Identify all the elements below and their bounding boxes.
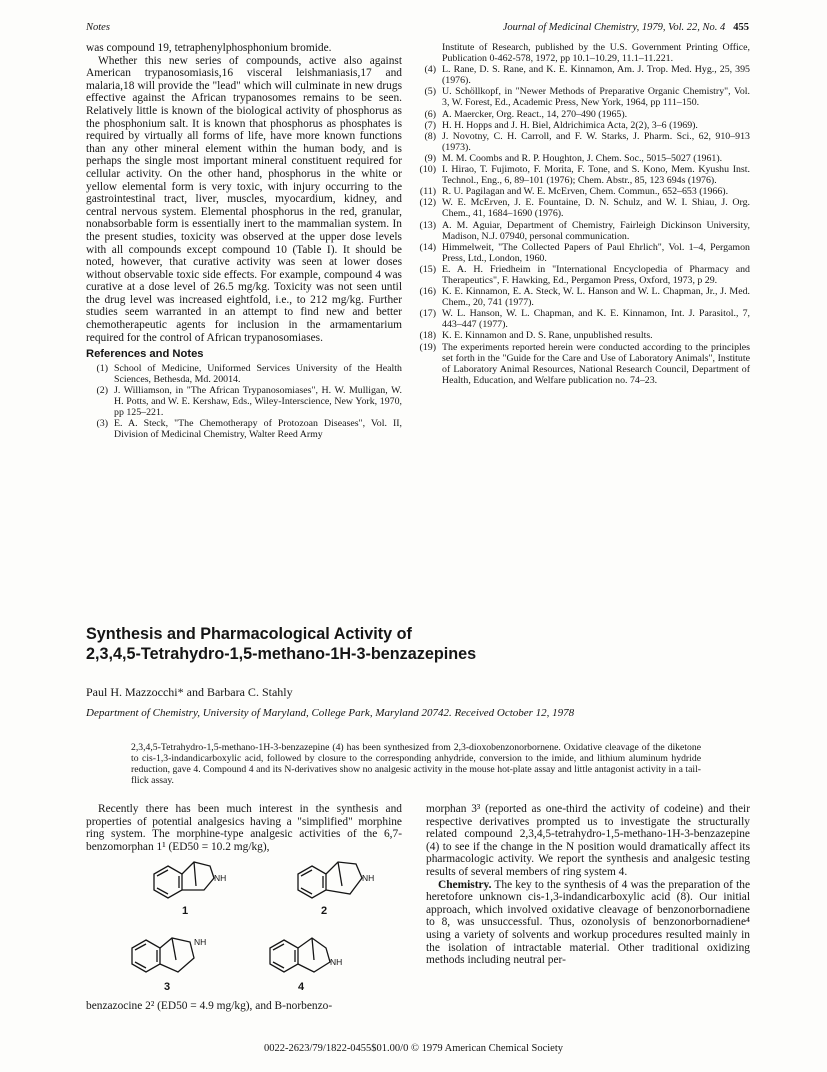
bottom-right-column [426,803,750,967]
reference-item: (17) W. L. Hanson, W. L. Chapman, and K. E. Kinnamon, Int. J. Parasitol., 7, 443–447 (1977). [419,308,750,331]
structure-2-atom: NH [362,873,375,883]
reference-item: (5) U. Schöllkopf, in "Newer Methods of Preparative Organic Chemistry", Vol. 3, W. Forest, Ed., Academic Press, New York, 1964, pp 111–150. [424,86,750,109]
structure-2-drawing [298,862,362,898]
page-number: 455 [733,22,749,33]
intro-paragraph: Recently there has been much interest in the synthesis and properties of potential analgesics having a "simplified" morphine ring system. The morphine-type analgesic activities of the 6,7-benzomorphan 1¹ (ED50 = 10.2 mg/kg), [86,803,402,853]
structure-4-atom: NH [330,957,343,967]
reference-list-left [86,363,402,441]
structure-1-drawing [154,862,214,898]
body-paragraph: was compound 19, tetraphenylphosphonium bromide. [86,42,332,54]
article-title-line: 2,3,4,5-Tetrahydro-1,5-methano-1H-3-benzazepines [86,645,477,663]
top-left-column [86,42,402,441]
body-paragraph: Whether this new series of compounds, active also against American trypanosomiasis,16 visceral leishmaniasis,17 and malaria,18 will provide the "lead" which will culminate in new drugs effective against the African trypanosomes remains to be seen. Relatively little is known of the biological activity of phosphorus as the phosphonium salt. It is known that phosphorus as phosphates is required by virtually all forms of life, have more known functions than any other mineral element within the human body, and is perhaps the single most important mineral constituent required for cellular activity. On the other hand, phosphorus in the white or yellow elemental form is very toxic, with injury occurring to the gastrointestinal tract, liver, muscles, myocardium, kidney, and central nervous system. Elemental phosphorus in the red, granular, nonabsorbable form is essentially inert to the mammalian system. In the present studies, toxicity was observed at the upper dose levels with all compounds except compound 10 (Table I). It should be noted, however, that curative activity was seen at lower doses without observable toxic side effects. For example, compound 4 was curative at a dose level of 26.5 mg/kg. Toxicity was not seen until the drug level was increased eightfold, i.e., to 212 mg/kg. Further studies seem warranted in an attempt to find new and better chemotherapeutic agents for inclusion in the armamentarium required for the control of African trypanosomiases. [86,54,402,344]
article-title [86,624,746,664]
journal-citation: Journal of Medicinal Chemistry, 1979, Vol. 22, No. 4 [502,22,726,33]
chemistry-paragraph: Chemistry. The key to the synthesis of 4 was the preparation of the heretofore unknown cis-1,3-indandicarboxylic acid (8). Our initial approach, which involved oxidative cleavage of benzonorbornadiene to 8, was unsuccessful. Thus, ozonolysis of benzonorbornadiene⁴ using a variety of solvents and workup procedures resulted mainly in the isolation of intractable material. Other traditional oxidizing methods including neutral per- [426,878,750,967]
abstract: 2,3,4,5-Tetrahydro-1,5-methano-1H-3-benzazepine (4) has been synthesized from 2,3-dioxobenzonorbornene. Oxidative cleavage of the diketone to cis-1,3-indandicarboxylic acid, followed by closure to the corresponding anhydride, conversion to the imide, and lithium aluminum hydride reduction, gave 4. Compound 4 and its N-derivatives show no analgesic activity in the mouse hot-plate assay and little antagonist activity in a tail-flick assay. [131,742,701,786]
body-paragraph: morphan 3³ (reported as one-third the activity of codeine) and their respective derivatives prompted us to investigate the structurally related compound 2,3,4,5-tetrahydro-1,5-methano-1H-3-benzazepine (4) to see if the change in the N position would dramatically affect its pharmacologic activity. We report the synthesis and analgesic testing results of several members of ring system 4. [426,803,750,878]
reference-item: (13) A. M. Aguiar, Department of Chemistry, Fairleigh Dickinson University, Madison, N.J. 07940, personal communication. [419,219,750,242]
reference-item: (19) The experiments reported herein were conducted according to the principles set forth in the "Guide for the Care and Use of Laboratory Animals", Institute of Laboratory Animal Resources, National Research Council, Department of Health, Education, and Welfare publication no. 74–23. [419,341,750,386]
reference-item: (6) A. Maercker, Org. React., 14, 270–490 (1965). [424,108,628,120]
reference-item: (7) H. H. Hopps and J. H. Biel, Aldrichimica Acta, 2(2), 3–6 (1969). [424,119,698,131]
chemical-structures-figure [86,848,402,998]
section-heading-chemistry: Chemistry. [438,878,492,891]
reference-item: (4) L. Rane, D. S. Rane, and K. E. Kinnamon, Am. J. Trop. Med. Hyg., 25, 395 (1976). [424,64,750,87]
reference-item: (1) School of Medicine, Uniformed Services University of the Health Sciences, Bethesda, Md. 20014. [96,362,402,385]
structure-3-drawing [132,938,194,972]
reference-item: (15) E. A. H. Friedheim in "International Encyclopedia of Pharmacy and Therapeutics", F. Hawking, Ed., Pergamon Press, Oxford, 1973, p 29. [419,263,750,286]
copyright-footer: 0022-2623/79/1822-0455$01.00/0 © 1979 American Chemical Society [263,1043,564,1054]
article-title-line: Synthesis and Pharmacological Activity of [86,625,412,643]
running-header-section: Notes [86,22,110,33]
reference-item: Institute of Research, published by the U.S. Government Printing Office, Publication 0-462-578, 1972, pp 10.1–10.29, 11.1–11.221. [442,42,750,65]
structure-4-label: 4 [298,981,305,993]
structure-4-drawing [270,938,330,972]
reference-item: (10) I. Hirao, T. Fujimoto, F. Morita, F. Tone, and S. Kono, Mem. Kyushu Inst. Technol., Eng., 6, 89–101 (1976); Chem. Abstr., 85, 123 694s (1976). [419,164,750,187]
reference-item: (2) J. Williamson, in "The African Trypanosomiases", H. W. Mulligan, W. H. Potts, and W. E. Kershaw, Eds., Wiley-Interscience, New York, 1970, pp 125–221. [96,385,402,419]
authors: Paul H. Mazzocchi* and Barbara C. Stahly [86,685,293,699]
structure-3-label: 3 [164,981,171,993]
reference-item: (9) M. M. Coombs and R. P. Houghton, J. Chem. Soc., 5015–5027 (1961). [424,152,723,164]
reference-item: (18) K. E. Kinnamon and D. S. Rane, unpublished results. [419,330,653,342]
structure-3-atom: NH [194,937,207,947]
reference-item: (16) K. E. Kinnamon, E. A. Steck, W. L. Hanson and W. L. Chapman, Jr., J. Med. Chem., 20, 741 (1977). [419,286,750,309]
structure-1-atom: NH [214,873,227,883]
affiliation: Department of Chemistry, University of Maryland, College Park, Maryland 20742. Received October 12, 1978 [86,707,575,719]
reference-list-right [414,42,750,386]
structure-2-label: 2 [321,905,328,917]
references-heading: References and Notes [86,348,204,361]
reference-item: (14) Himmelweit, "The Collected Papers of Paul Ehrlich", Vol. 1–4, Pergamon Press, Ltd., London, 1960. [419,241,750,264]
running-header-journal [503,22,749,33]
structure-1-label: 1 [182,905,189,917]
post-figure-text: benzazocine 2² (ED50 = 4.9 mg/kg), and B-norbenzo- [86,1000,333,1012]
reference-item: (11) R. U. Pagilagan and W. E. McErven, Chem. Commun., 652–653 (1966). [419,186,729,198]
reference-item: (8) J. Novotny, C. H. Carroll, and F. W. Starks, J. Pharm. Sci., 62, 910–913 (1973). [424,130,750,153]
reference-item: (12) W. E. McErven, J. E. Fountaine, D. N. Schulz, and W. I. Shiau, J. Org. Chem., 41, 1684–1690 (1976). [419,197,750,220]
reference-item: (3) E. A. Steck, "The Chemotherapy of Protozoan Diseases", Vol. II, Division of Medicinal Chemistry, Walter Reed Army [96,418,402,441]
